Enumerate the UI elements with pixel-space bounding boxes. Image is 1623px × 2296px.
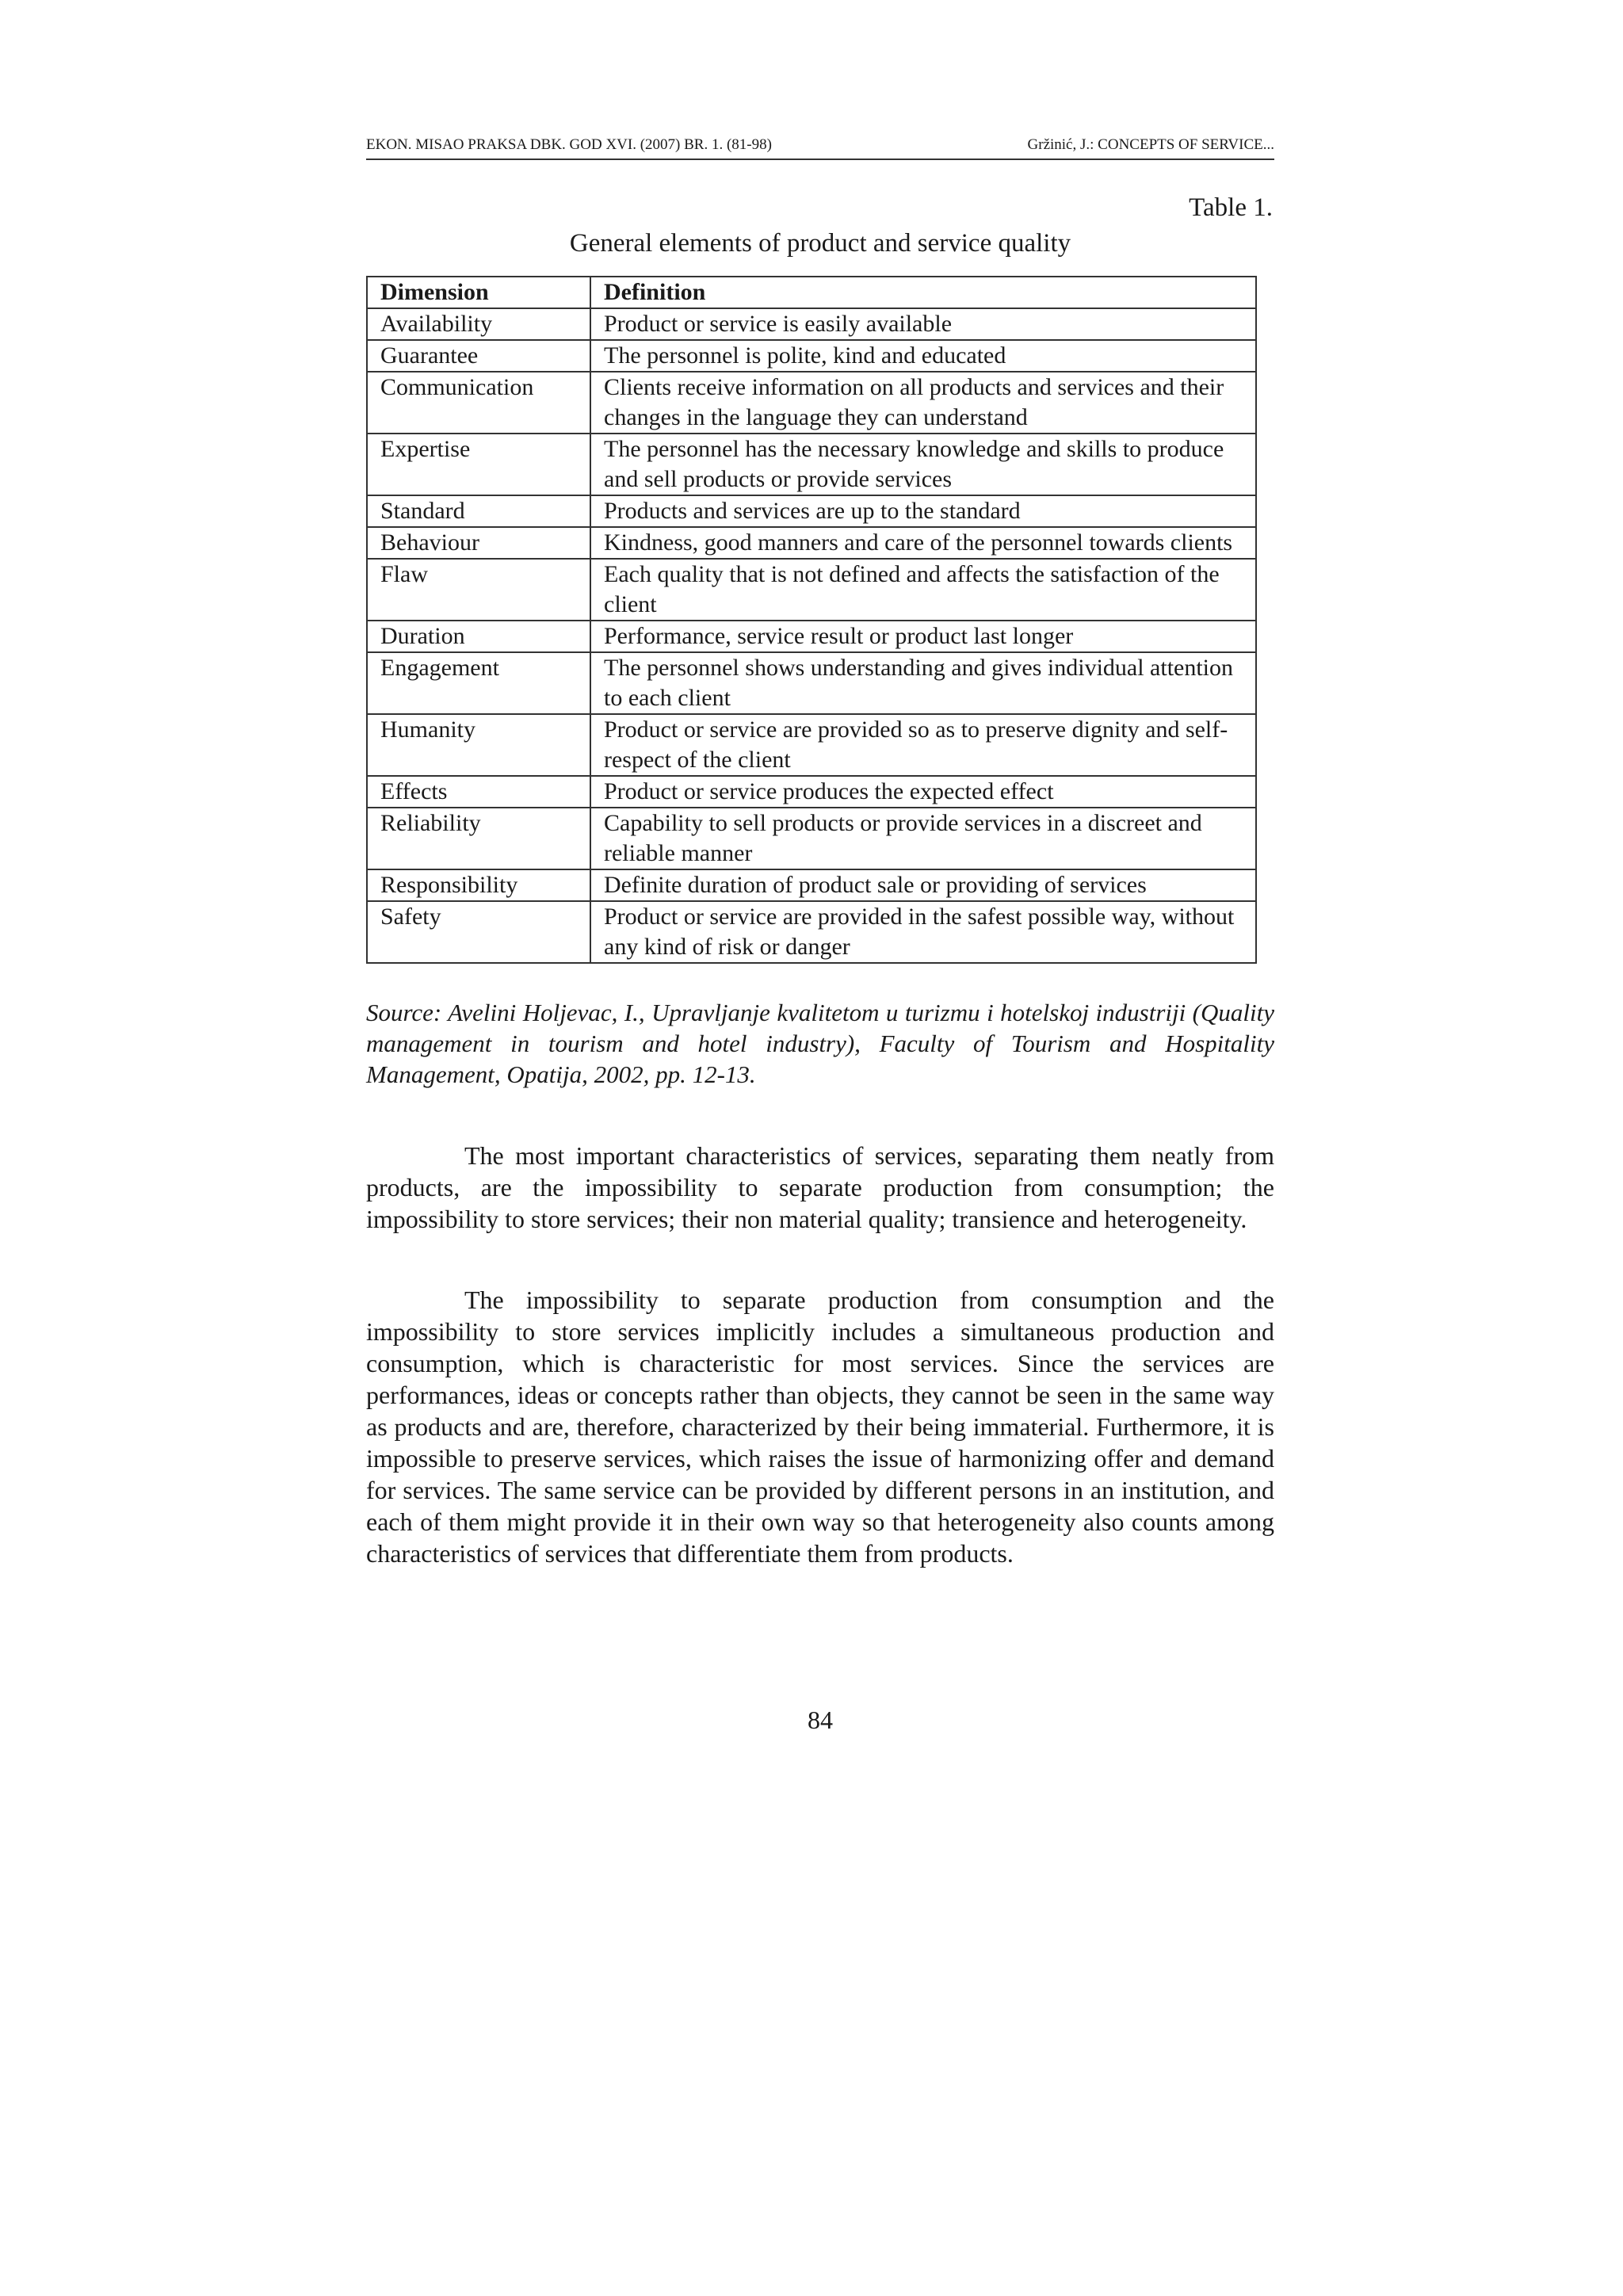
dimension-cell: Expertise [367,434,590,495]
short-title: CONCEPTS OF SERVICE... [1098,136,1274,153]
dimension-cell: Availability [367,308,590,340]
table-row [367,869,1256,901]
page-number: 84 [808,1706,833,1734]
dimension-cell: Standard [367,495,590,527]
column-header-dimension: Dimension [367,277,590,308]
definition-cell: Product or service are provided in the safest possible way, without any kind of risk or danger [590,901,1256,963]
table-row [367,559,1256,621]
body-paragraph: The most important characteristics of services, separating them neatly from products, are the impossibility to separate production from consumption; the impossibility to store services; their non material quality; transience and heterogeneity. [366,1141,1274,1233]
table-label: Table 1. [1189,193,1273,222]
table-body [367,308,1256,963]
dimension-cell: Engagement [367,652,590,714]
dimension-cell: Effects [367,776,590,808]
definition-cell: The personnel has the necessary knowledge and skills to produce and sell products or provide services [590,434,1256,495]
table-row [367,652,1256,714]
table-row [367,527,1256,559]
table-row [367,308,1256,340]
column-header-definition: Definition [590,277,1256,308]
table-source: Source: Avelini Holjevac, I., Upravljanje kvalitetom u turizmu i hotelskoj industriji (Quality management in tourism and hotel industry), Faculty of Tourism and Hospitality Management, Opatija, 2002, pp. 12-13. [366,999,1274,1088]
definition-cell: Definite duration of product sale or providing of services [590,869,1256,901]
definition-cell: Products and services are up to the standard [590,495,1256,527]
table-row [367,495,1256,527]
dimension-cell: Safety [367,901,590,963]
table-row [367,340,1256,372]
dimension-cell: Reliability [367,808,590,869]
dimension-cell: Humanity [367,714,590,776]
body-paragraph: The impossibility to separate production from consumption and the impossibility to store services implicitly includes a simultaneous production and consumption, which is characteristic for most services. Since the services are performances, ideas or concepts rather than objects, they cannot be seen in the same way as products and are, therefore, characterized by their being immaterial. Furthermore, it is impossible to preserve services, which raises the issue of harmonizing offer and demand for services. The same service can be provided by different persons in an institution, and each of them might provide it in their own way so that heterogeneity also counts among characteristics of services that differentiate them from products. [366,1286,1274,1568]
dimension-cell: Behaviour [367,527,590,559]
table-title: General elements of product and service quality [569,229,1071,258]
definition-cell: Each quality that is not defined and affects the satisfaction of the client [590,559,1256,621]
definition-cell: The personnel is polite, kind and educated [590,340,1256,372]
definition-cell: Capability to sell products or provide services in a discreet and reliable manner [590,808,1256,869]
definition-cell: Product or service produces the expected effect [590,776,1256,808]
dimension-cell: Responsibility [367,869,590,901]
dimension-cell: Flaw [367,559,590,621]
table-header-row [367,277,1256,308]
definition-cell: Product or service is easily available [590,308,1256,340]
table-row [367,714,1256,776]
quality-table [366,276,1257,964]
definition-cell: Product or service are provided so as to preserve dignity and self-respect of the client [590,714,1256,776]
author-name: Gržinić, J.: [1027,136,1094,153]
definition-cell: Performance, service result or product last longer [590,621,1256,652]
table-row [367,621,1256,652]
dimension-cell: Duration [367,621,590,652]
table-row [367,434,1256,495]
journal-citation: EKON. MISAO PRAKSA DBK. GOD XVI. (2007) BR. 1. (81-98) [366,136,772,153]
table-row [367,808,1256,869]
dimension-cell: Guarantee [367,340,590,372]
table-row [367,372,1256,434]
running-header [366,132,1274,160]
table-row [367,776,1256,808]
article-short-title [1028,132,1274,159]
dimension-cell: Communication [367,372,590,434]
table-row [367,901,1256,963]
definition-cell: Clients receive information on all products and services and their changes in the language they can understand [590,372,1256,434]
definition-cell: The personnel shows understanding and gives individual attention to each client [590,652,1256,714]
definition-cell: Kindness, good manners and care of the personnel towards clients [590,527,1256,559]
